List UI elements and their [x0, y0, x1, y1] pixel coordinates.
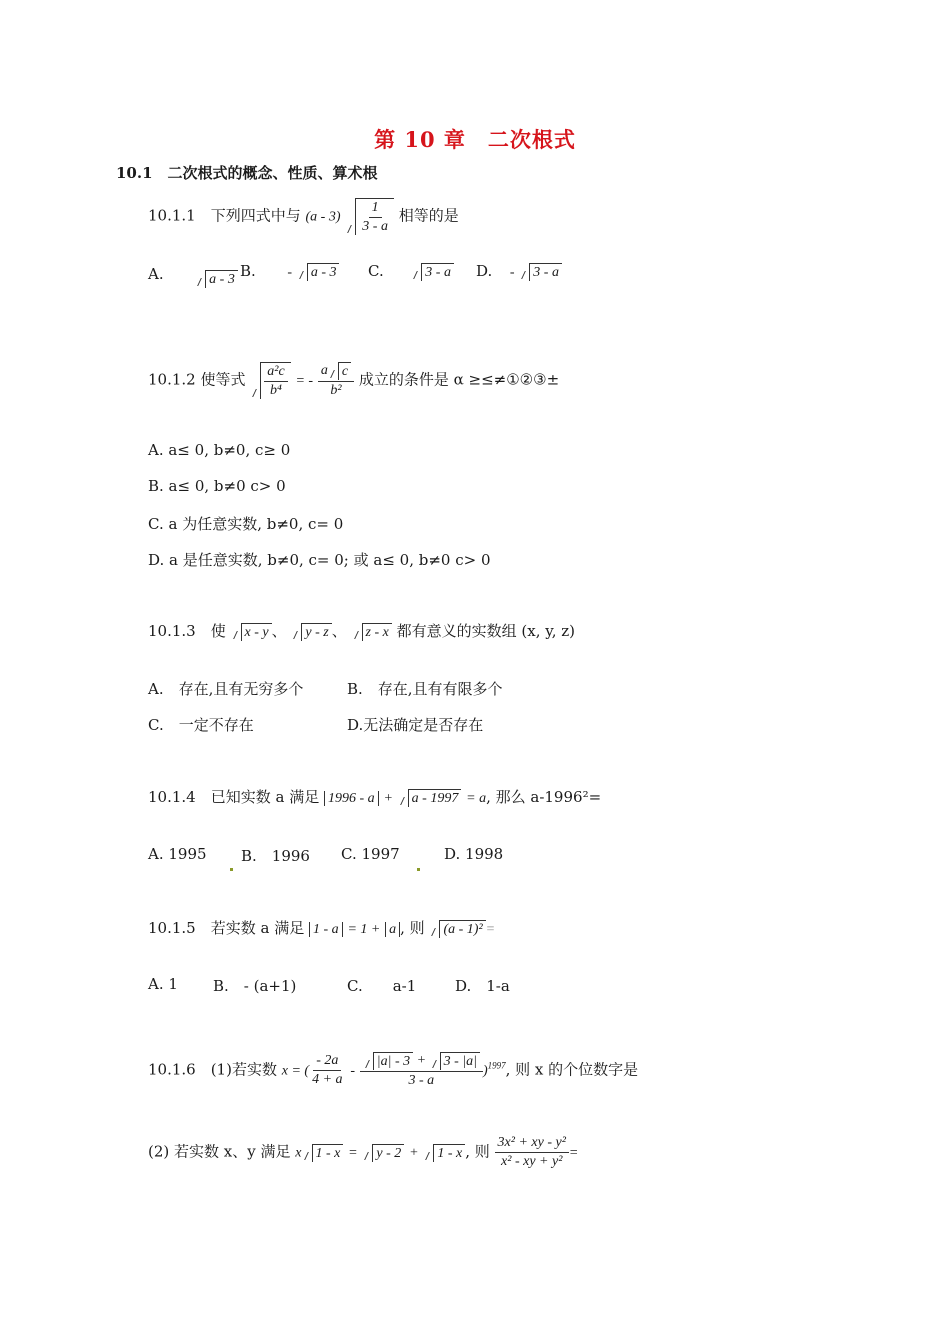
q5-abs-2: a: [385, 922, 400, 937]
q6-p2-radical-1-expr: y - 2: [372, 1144, 404, 1162]
q4-label: 10.1.4 已知实数 a 满足: [148, 788, 320, 806]
q1-option-b-key: B.: [240, 262, 256, 280]
q1-option-c-expr: 3 - a: [421, 263, 454, 281]
q4-radical: [398, 789, 462, 807]
q5-label: 10.1.5 若实数 a 满足: [148, 919, 305, 937]
q3-label: 10.1.3 使: [148, 622, 226, 640]
q2-lhs-den: b⁴: [270, 383, 282, 398]
q5-option-d: D. 1-a: [455, 977, 510, 995]
q1-radical: [345, 198, 394, 235]
q6-p2-plus: +: [409, 1145, 419, 1161]
q5-eq: =: [485, 922, 496, 937]
question-10-1-6-part-1: 10.1.6 (1)若实数 x = ( $\frac{- 2a}{4 + a}$ - $\frac{|a| - 3 + 3 - |a|}{3 - a}$ )$^{1997}$, 则 x 的个位数字是: [148, 1053, 639, 1088]
q1-option-c-key: C.: [368, 262, 384, 280]
q1-option-c-radical: [411, 263, 454, 281]
q3-radical-3: [352, 623, 392, 641]
q5-suffix: , 则: [400, 919, 425, 937]
mark-dot-2: [417, 857, 420, 875]
q1-suffix: 相等的是: [398, 206, 459, 225]
q1-frac-den: 3 - a: [362, 219, 388, 234]
q6-suffix: , 则 x 的个位数字是: [505, 1060, 639, 1079]
q6-frac-2-rad-b-expr: 3 - |a|: [440, 1052, 480, 1070]
q2-lhs-num: a²c: [264, 364, 287, 382]
q2-rhs-den: b²: [330, 383, 342, 398]
q4-suffix: , 那么 a-1996²=: [486, 788, 602, 806]
q3-radical-2-expr: y - z: [301, 623, 331, 641]
q2-rhs-frac: [318, 362, 354, 399]
q4-option-d: D. 1998: [444, 845, 504, 863]
q2-option-d: D. a 是任意实数, b≠0, c= 0; 或 a≤ 0, b≠0 c> 0: [148, 551, 491, 569]
q6-p2-radical-1: [362, 1144, 404, 1162]
q6-minus: -: [350, 1063, 355, 1079]
q3-suffix: 都有意义的实数组 (x, y, z): [396, 622, 576, 640]
question-10-1-1: [148, 198, 459, 235]
q6-frac-1-num: - 2a: [313, 1053, 341, 1071]
q2-option-a: A. a≤ 0, b≠0, c≥ 0: [148, 441, 291, 459]
q6-frac-2-rad-a: [363, 1052, 413, 1070]
q3-option-c: C. 一定不存在: [148, 716, 254, 734]
q4-radical-expr: a - 1997: [408, 789, 462, 807]
q1-option-a: [148, 262, 238, 288]
q6-power: 1997: [487, 1060, 506, 1071]
question-10-1-3: [148, 620, 575, 641]
q1-option-b-sign: -: [287, 265, 293, 280]
q5-radical: [429, 920, 485, 938]
q1-option-d-key: D.: [476, 262, 493, 280]
q3-radical-1-expr: x - y: [241, 623, 272, 641]
question-10-1-4: [148, 786, 601, 807]
q6-p2-then: , 则: [465, 1142, 490, 1161]
question-10-1-5: [148, 917, 495, 938]
q1-option-d-sign: -: [509, 265, 515, 280]
q1-option-a-expr: a - 3: [205, 270, 238, 288]
q6-frac-2-rad-b: [430, 1052, 480, 1070]
q1-prefix: (a - 3): [305, 209, 341, 225]
q2-rhs-num-a: a: [320, 363, 328, 379]
q6-p2-frac-num: 3x² + xy - y²: [495, 1135, 569, 1153]
q1-option-d-expr: 3 - a: [529, 263, 562, 281]
q3-radical-1: [231, 623, 272, 641]
q2-lhs-radical: [250, 362, 290, 399]
q3-option-d: D.无法确定是否存在: [347, 716, 484, 734]
q2-option-c: C. a 为任意实数, b≠0, c= 0: [148, 515, 344, 533]
q2-rhs-radical: [328, 362, 351, 380]
q3-option-b: B. 存在,且有有限多个: [347, 680, 503, 698]
q4-plus: +: [383, 791, 393, 806]
q1-option-d: [476, 262, 562, 281]
q3-radical-3-expr: z - x: [362, 623, 392, 641]
q6-p2-frac-den: x² - xy + y²: [501, 1154, 563, 1169]
q6-p2-frac: [495, 1135, 569, 1170]
q4-option-a: A. 1995: [148, 845, 207, 863]
q6-p2-lhs-radical-expr: 1 - x: [312, 1144, 344, 1162]
q4-eq: = a: [466, 791, 487, 806]
q1-option-b-radical: [297, 263, 340, 281]
q1-option-d-radical: [519, 263, 562, 281]
q3-sep-1: 、: [271, 622, 287, 640]
q6-p2-lhs-x: x: [295, 1145, 302, 1161]
q6-frac-1: [309, 1053, 345, 1088]
q1-label: 10.1.1 下列四式中与: [148, 206, 301, 225]
q6-p2-eq: =: [348, 1145, 358, 1161]
q1-option-a-key: A.: [148, 265, 164, 283]
section-heading: 10.1 二次根式的概念、性质、算术根: [116, 164, 378, 182]
q4-option-c: C. 1997: [341, 845, 400, 863]
q2-label: 10.1.2 使等式: [148, 370, 246, 389]
q2-rhs-num-c: c: [338, 362, 351, 380]
q5-option-a: A. 1: [148, 975, 178, 993]
q5-option-c: C. a-1: [347, 977, 417, 995]
q3-sep-2: 、: [331, 622, 347, 640]
q6-frac-1-den: 4 + a: [312, 1072, 343, 1087]
question-10-1-6-part-2: [148, 1135, 578, 1170]
q1-option-b: [240, 262, 339, 281]
q5-option-b: B. - (a+1): [213, 977, 297, 995]
q2-option-b: B. a≤ 0, b≠0 c> 0: [148, 477, 286, 495]
q3-radical-2: [291, 623, 331, 641]
q6-frac-2-rad-a-expr: |a| - 3: [373, 1052, 413, 1070]
q6-frac-2: $\frac{|a| - 3 + 3 - |a|}{3 - a}$: [360, 1052, 483, 1089]
q6-p2-lhs-radical: [302, 1144, 344, 1162]
q6-p2-radical-2-expr: 1 - x: [433, 1144, 465, 1162]
q1-option-a-radical: [195, 270, 238, 288]
question-10-1-2: [148, 362, 559, 399]
q6-p2-label: (2) 若实数 x、y 满足: [148, 1142, 291, 1161]
q1-option-c: [368, 262, 454, 281]
q5-mid: = 1 +: [347, 922, 381, 937]
q1-frac-num: 1: [369, 200, 382, 218]
q6-label: 10.1.6 (1)若实数: [148, 1060, 277, 1079]
q1-option-b-expr: a - 3: [307, 263, 340, 281]
q6-x-eq: x = (: [281, 1063, 310, 1079]
mark-dot-1: [230, 857, 233, 875]
q2-rhs-sign: = -: [295, 373, 314, 389]
q6-frac-2-den: 3 - a: [408, 1073, 435, 1088]
q4-option-b: B. 1996: [241, 847, 310, 865]
q6-p2-radical-2: [423, 1144, 465, 1162]
q4-abs-expr: 1996 - a: [324, 791, 379, 806]
chapter-title: 第 10 章 二次根式: [374, 127, 576, 152]
q5-abs-1: 1 - a: [309, 922, 343, 937]
q3-option-a: A. 存在,且有无穷多个: [148, 680, 304, 698]
q5-radical-expr: (a - 1)²: [439, 920, 485, 938]
q6-p2-end: =: [568, 1145, 579, 1161]
q2-suffix: 成立的条件是 α ≥≤≠①②③±: [358, 370, 560, 389]
